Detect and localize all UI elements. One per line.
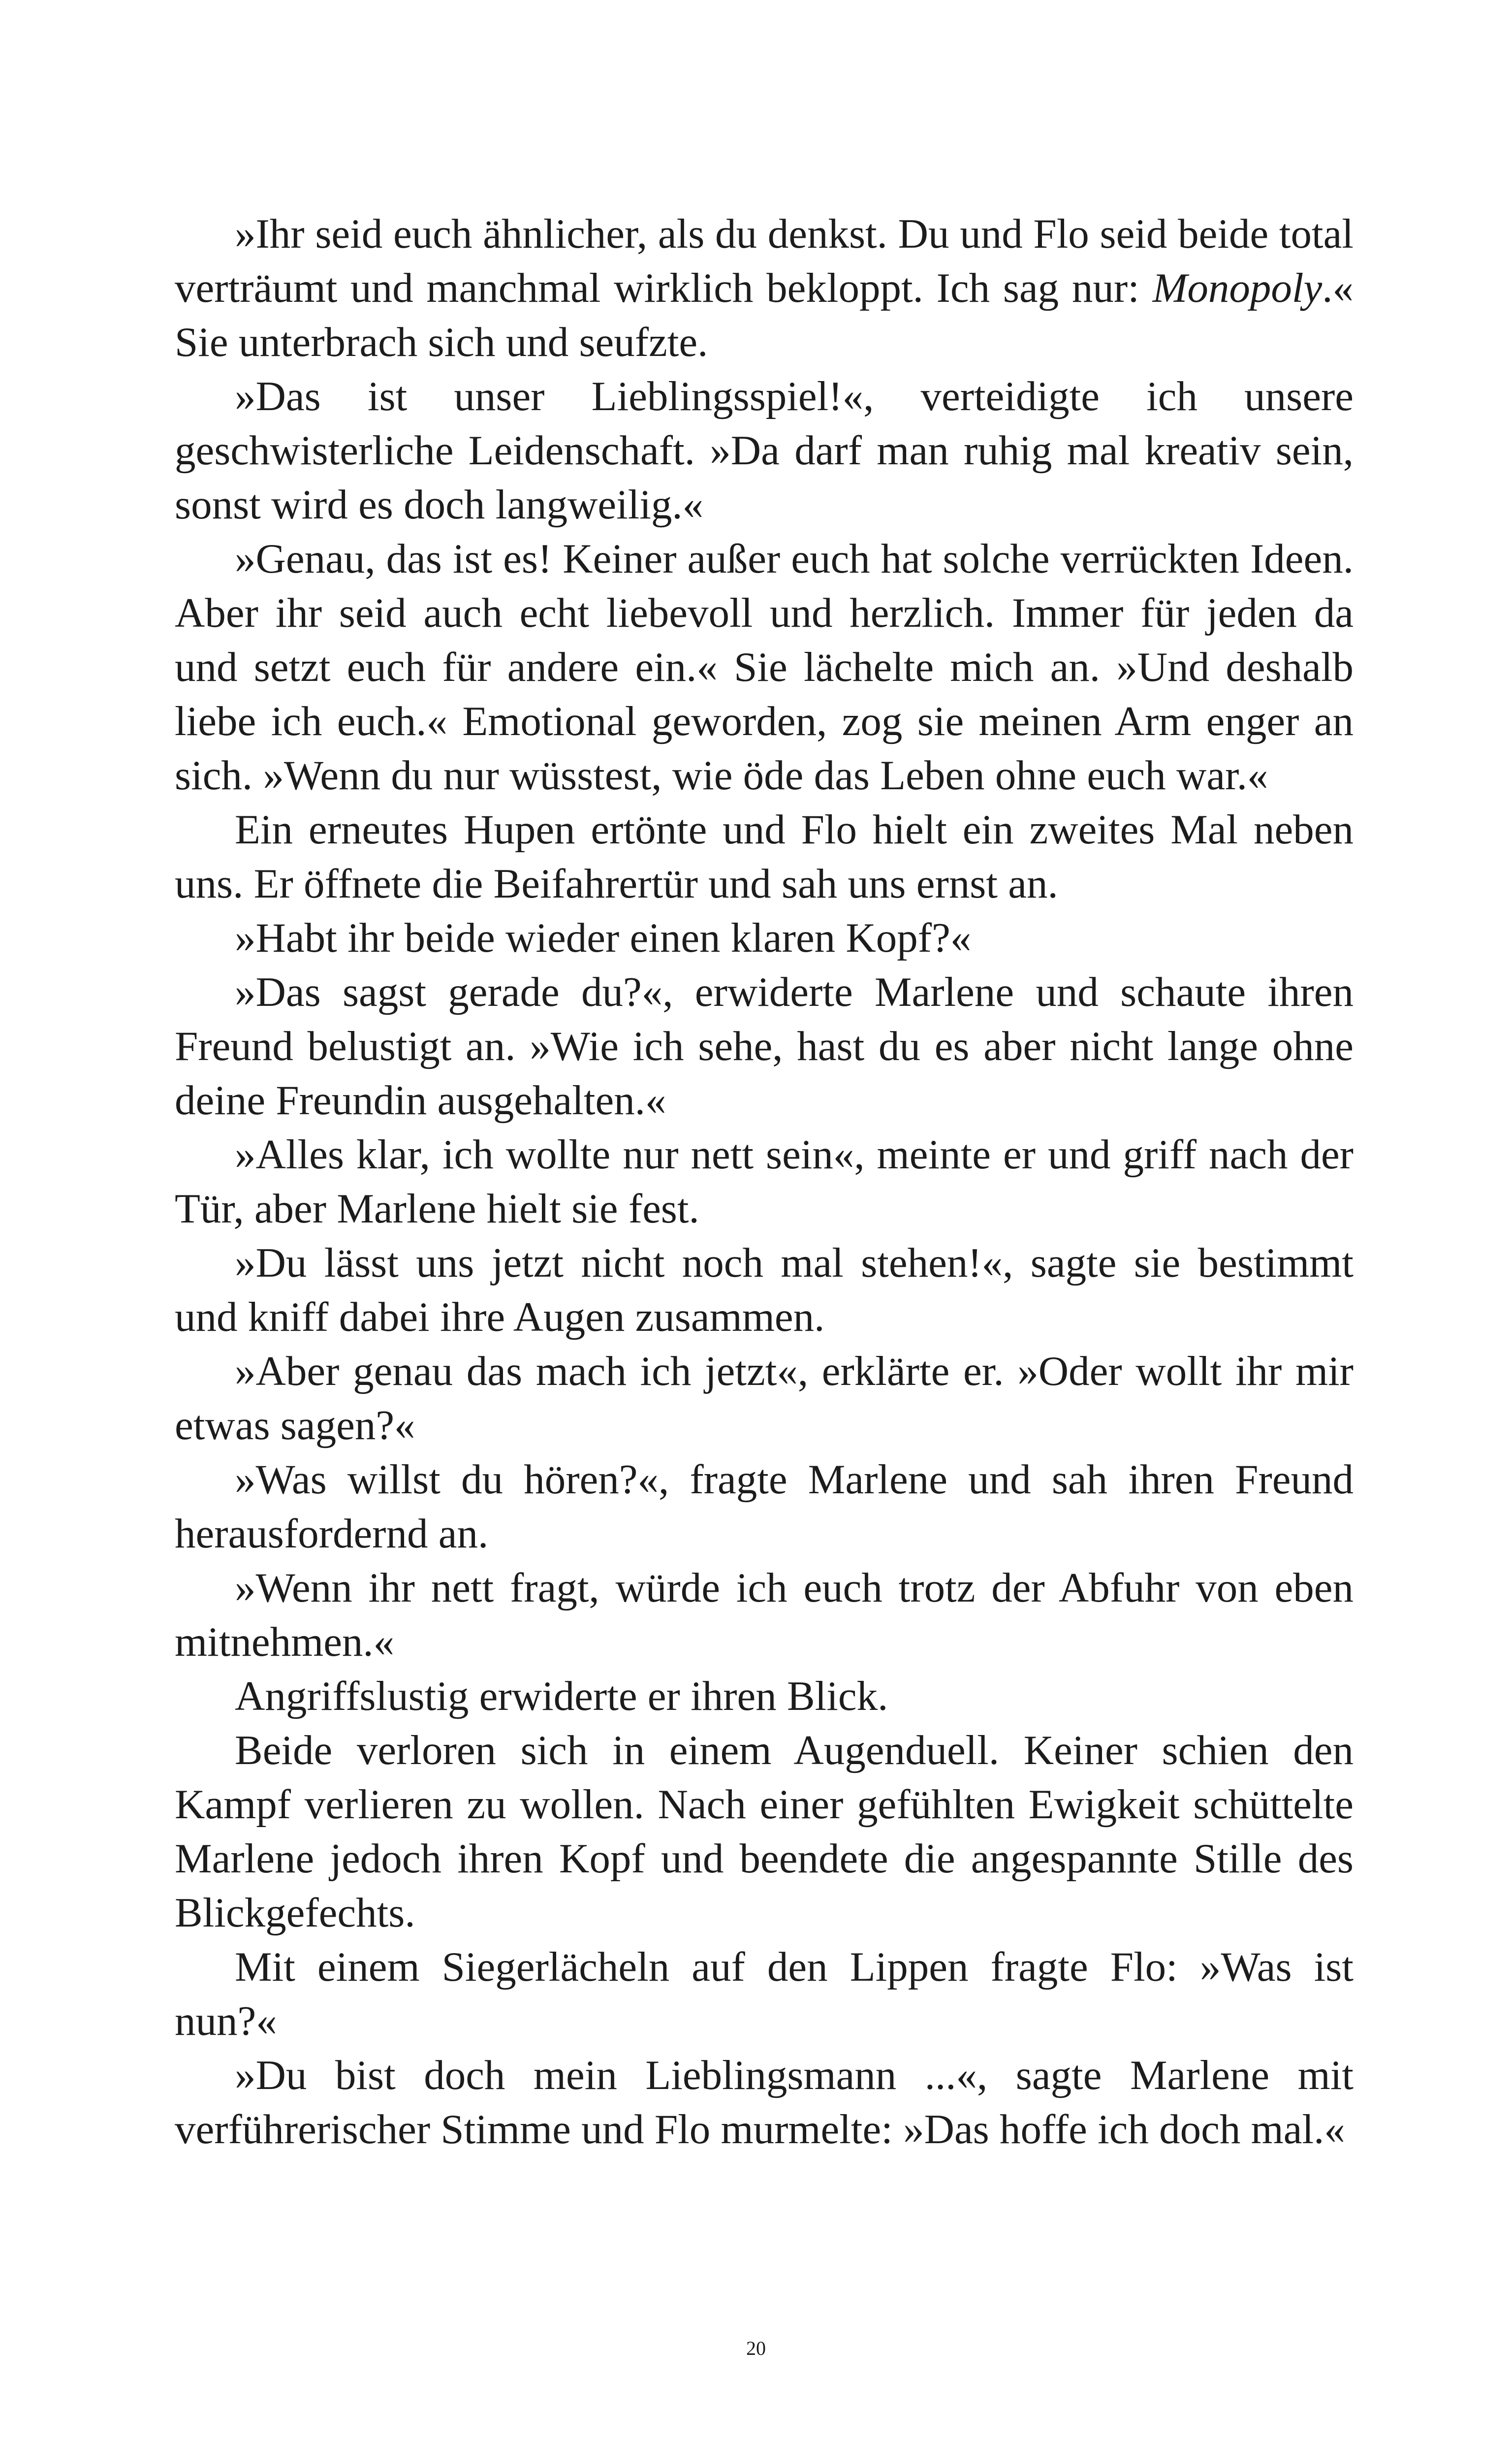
- paragraph-text: »Du lässt uns jetzt nicht noch mal stehen!«, sagte sie bestimmt und kniff dabei ihre Augen zusammen.: [175, 1240, 1354, 1340]
- paragraph-text: Mit einem Siegerlächeln auf den Lippen fragte Flo: »Was ist nun?«: [175, 1944, 1354, 2044]
- paragraph-text: .« Sie unterbrach sich und seufzte.: [175, 265, 1354, 365]
- paragraph-text: »Wenn ihr nett fragt, würde ich euch trotz der Abfuhr von eben mitnehmen.«: [175, 1565, 1354, 1665]
- paragraph-text: »Genau, das ist es! Keiner außer euch hat solche verrückten Ideen. Aber ihr seid auch echt liebevoll und herzlich. Immer für jeden da und setzt euch für andere ein.« Sie lächelte mich an. »Und deshalb liebe ich euch.« Emotional geworden, zog sie meinen Arm enger an sich. »Wenn du nur wüsstest, wie öde das Leben ohne euch war.«: [175, 536, 1354, 799]
- paragraph: [175, 532, 1354, 803]
- paragraph: [175, 965, 1354, 1127]
- paragraph-text: »Das sagst gerade du?«, erwiderte Marlene und schaute ihren Freund belustigt an. »Wie ich sehe, hast du es aber nicht lange ohne deine Freundin ausgehalten.«: [175, 969, 1354, 1124]
- paragraph: [175, 2048, 1354, 2156]
- paragraph: [175, 1344, 1354, 1452]
- page-number: 20: [746, 2337, 766, 2359]
- paragraph: [175, 207, 1354, 369]
- paragraph-text: »Habt ihr beide wieder einen klaren Kopf?«: [235, 915, 972, 961]
- paragraph: [175, 1127, 1354, 1236]
- paragraph-text: Beide verloren sich in einem Augenduell. Keiner schien den Kampf verlieren zu wollen. Nach einer gefühlten Ewigkeit schüttelte Marlene jedoch ihren Kopf und beendete die angespannte Stille des Blickgefechts.: [175, 1727, 1354, 1936]
- paragraph: [175, 1669, 1354, 1723]
- paragraph-text: Angriffslustig erwiderte er ihren Blick.: [235, 1673, 888, 1719]
- paragraph-text: »Aber genau das mach ich jetzt«, erklärte er. »Oder wollt ihr mir etwas sagen?«: [175, 1348, 1354, 1448]
- paragraph-text: »Das ist unser Lieblingsspiel!«, verteidigte ich unsere geschwisterliche Leidenschaft. »Da darf man ruhig mal kreativ sein, sonst wird es doch langweilig.«: [175, 373, 1354, 528]
- paragraph: [175, 1236, 1354, 1344]
- paragraph-text: »Alles klar, ich wollte nur nett sein«, meinte er und griff nach der Tür, aber Marlene hielt sie fest.: [175, 1131, 1354, 1232]
- paragraph: [175, 911, 1354, 965]
- paragraph: [175, 1561, 1354, 1669]
- paragraph: [175, 1452, 1354, 1561]
- emphasized-title: Monopoly: [1152, 265, 1323, 311]
- paragraph: [175, 1940, 1354, 2048]
- paragraph-text: »Du bist doch mein Lieblingsmann ...«, sagte Marlene mit verführerischer Stimme und Flo murmelte: »Das hoffe ich doch mal.«: [175, 2052, 1354, 2153]
- paragraph: [175, 1723, 1354, 1940]
- paragraph: [175, 369, 1354, 532]
- paragraph-text: Ein erneutes Hupen ertönte und Flo hielt ein zweites Mal neben uns. Er öffnete die Beifahrertür und sah uns ernst an.: [175, 806, 1354, 907]
- paragraph: [175, 803, 1354, 911]
- paragraph-text: »Was willst du hören?«, fragte Marlene und sah ihren Freund herausfordernd an.: [175, 1456, 1354, 1557]
- paragraph-text: »Ihr seid euch ähnlicher, als du denkst. Du und Flo seid beide total verträumt und manchmal wirklich bekloppt. Ich sag nur:: [175, 211, 1354, 311]
- body-text: [175, 207, 1354, 2156]
